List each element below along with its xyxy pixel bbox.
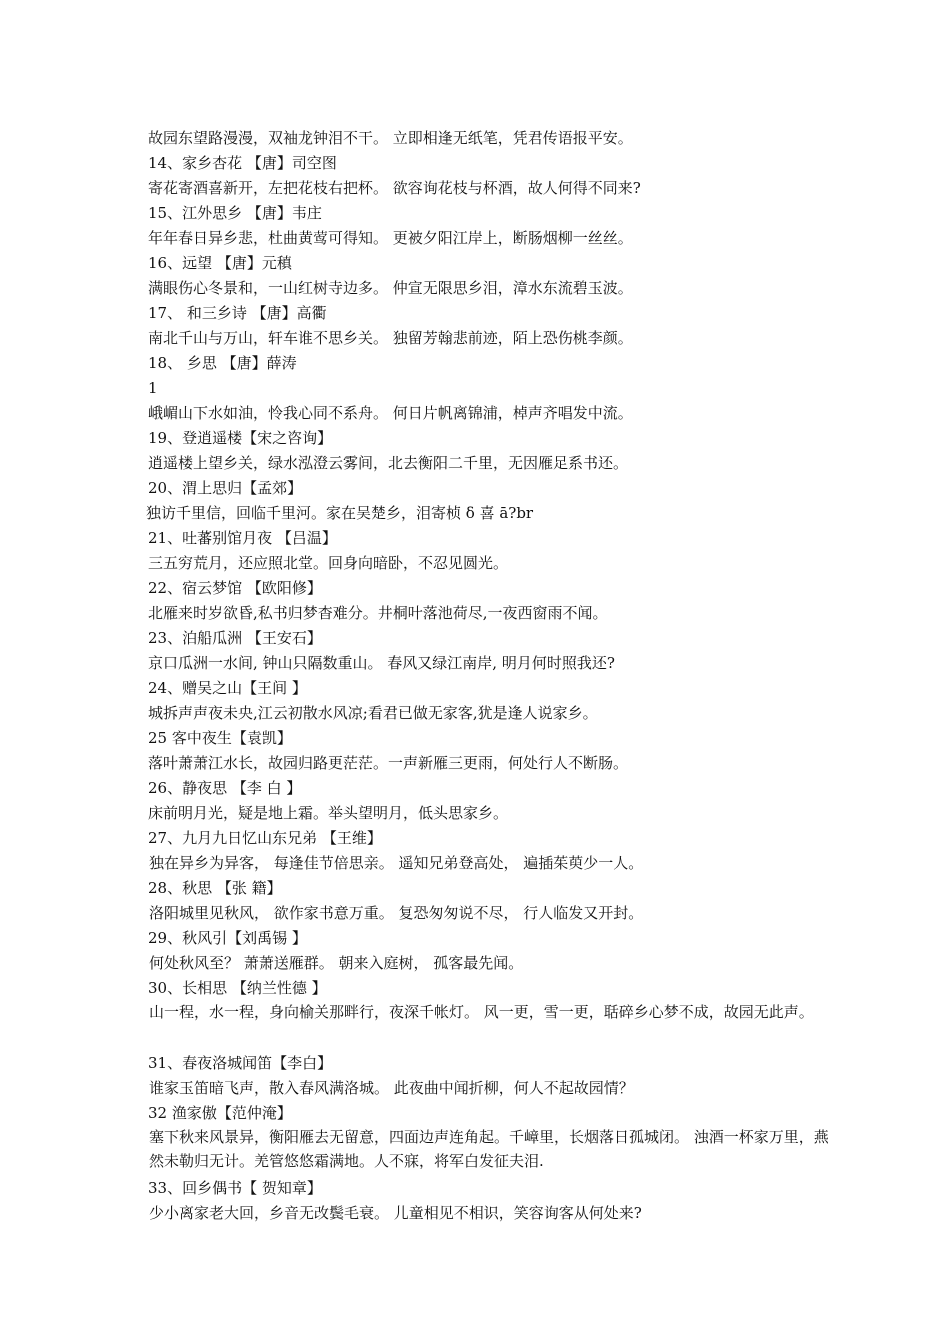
poem-heading: 23、泊船瓜洲 【王安石】: [148, 629, 322, 647]
poem-heading: 32 渔家傲【范仲淹】: [148, 1104, 292, 1122]
poem-heading: 29、秋风引【刘禹锡 】: [148, 929, 307, 947]
poem-text-line: 峨嵋山下水如油，怜我心同不系舟。 何日片帆离锦浦，棹声齐唱发中流。: [148, 404, 633, 422]
poem-text-line: 落叶萧萧江水长，故园归路更茫茫。一声新雁三更雨，何处行人不断肠。: [148, 754, 629, 772]
poem-text-line: 寄花寄酒喜新开，左把花枝右把杯。 欲容询花枝与杯酒，故人何得不同来?: [148, 179, 641, 197]
poem-heading: 14、家乡杏花 【唐】司空图: [148, 154, 337, 172]
page-number: 1: [148, 379, 158, 397]
poem-heading: 20、渭上思归【孟郊】: [148, 479, 303, 497]
poem-heading: 15、江外思乡 【唐】韦庄: [148, 204, 322, 222]
poem-text-line: 京口瓜洲一水间, 钟山只隔数重山。 春风又绿江南岸, 明月何时照我还?: [148, 654, 615, 672]
poem-text-line: 年年春日异乡悲，杜曲黄莺可得知。 更被夕阳江岸上，断肠烟柳一丝丝。: [148, 229, 633, 247]
poem-text-line: 逍遥楼上望乡关，绿水泓澄云雾间，北去衡阳二千里，无因雁足系书还。: [148, 454, 629, 472]
poem-text-block: 山一程，水一程，身向榆关那畔行，夜深千帐灯。 风一更，雪一更，聒碎乡心梦不成，故园无此声。: [149, 1003, 814, 1021]
poem-heading: 28、秋思 【张 籍】: [148, 879, 282, 897]
poem-text-line: 南北千山与万山，轩车谁不思乡关。 独留芳翰悲前迹，陌上恐伤桃李颜。: [148, 329, 633, 347]
poem-text-line: 谁家玉笛暗飞声，散入春风满洛城。 此夜曲中闻折柳，何人不起故园情？: [149, 1079, 634, 1097]
poem-text-line: 北雁来时岁欲昏,私书归梦杳难分。井桐叶落池荷尽,一夜西窗雨不闻。: [148, 604, 608, 622]
poem-heading: 19、登逍遥楼【宋之咨询】: [148, 429, 333, 447]
poem-heading: 33、回乡偶书【 贺知章】: [148, 1179, 322, 1197]
poem-text-line: 独访千里信，回临千里河。家在吴楚乡，泪寄桢 δ 喜 ā?br: [146, 504, 534, 522]
poem-heading: 18、 乡思 【唐】薛涛: [148, 354, 297, 372]
poem-heading: 31、春夜洛城闻笛【李白】: [148, 1054, 333, 1072]
poem-text-line: 故园东望路漫漫，双袖龙钟泪不干。 立即相逢无纸笔，凭君传语报平安。: [148, 129, 633, 147]
poem-heading: 25 客中夜生【袁凯】: [148, 729, 292, 747]
poem-text-line: 城拆声声夜未央,江云初散水风凉;看君已做无家客,犹是逢人说家乡。: [148, 704, 598, 722]
poem-text-block: 塞下秋来风景异，衡阳雁去无留意，四面边声连角起。千嶂里，长烟落日孤城闭。 浊酒一杯家万里，燕然未勒归无计。羌管悠悠霜满地。人不寐，将军白发征夫泪.: [149, 1128, 829, 1169]
poem-text-line: 洛阳城里见秋风， 欲作家书意万重。 复恐匆匆说不尽， 行人临发又开封。: [149, 904, 644, 922]
poem-text-line: 床前明月光，疑是地上霜。举头望明月，低头思家乡。: [148, 804, 509, 822]
poem-text-line: 三五穷荒月，还应照北堂。回身向暗卧，不忍见圆光。: [148, 554, 509, 572]
poem-text-line: 少小离家老大回，乡音无改鬓毛衰。 儿童相见不相识，笑容询客从何处来?: [149, 1204, 642, 1222]
poem-text-line: 满眼伤心冬景和，一山红树寺边多。 仲宣无限思乡泪，漳水东流碧玉波。: [148, 279, 633, 297]
poem-heading: 22、宿云梦馆 【欧阳修】: [148, 579, 322, 597]
poem-text-line: 何处秋风至？ 萧萧送雁群。 朝来入庭树， 孤客最先闻。: [149, 954, 524, 972]
poem-heading: 26、静夜思 【李 白 】: [148, 779, 302, 797]
poem-heading: 17、 和三乡诗 【唐】高衢: [148, 304, 327, 322]
poem-heading: 30、长相思 【纳兰性德 】: [148, 979, 327, 997]
poem-heading: 21、吐蕃别馆月夜 【吕温】: [148, 529, 337, 547]
poem-heading: 16、远望 【唐】元稹: [148, 254, 292, 272]
poem-heading: 27、九月九日忆山东兄弟 【王维】: [148, 829, 382, 847]
poem-text-line: 独在异乡为异客， 每逢佳节倍思亲。 遥知兄弟登高处， 遍插茱萸少一人。: [149, 854, 644, 872]
poem-heading: 24、赠吴之山【王间 】: [148, 679, 307, 697]
